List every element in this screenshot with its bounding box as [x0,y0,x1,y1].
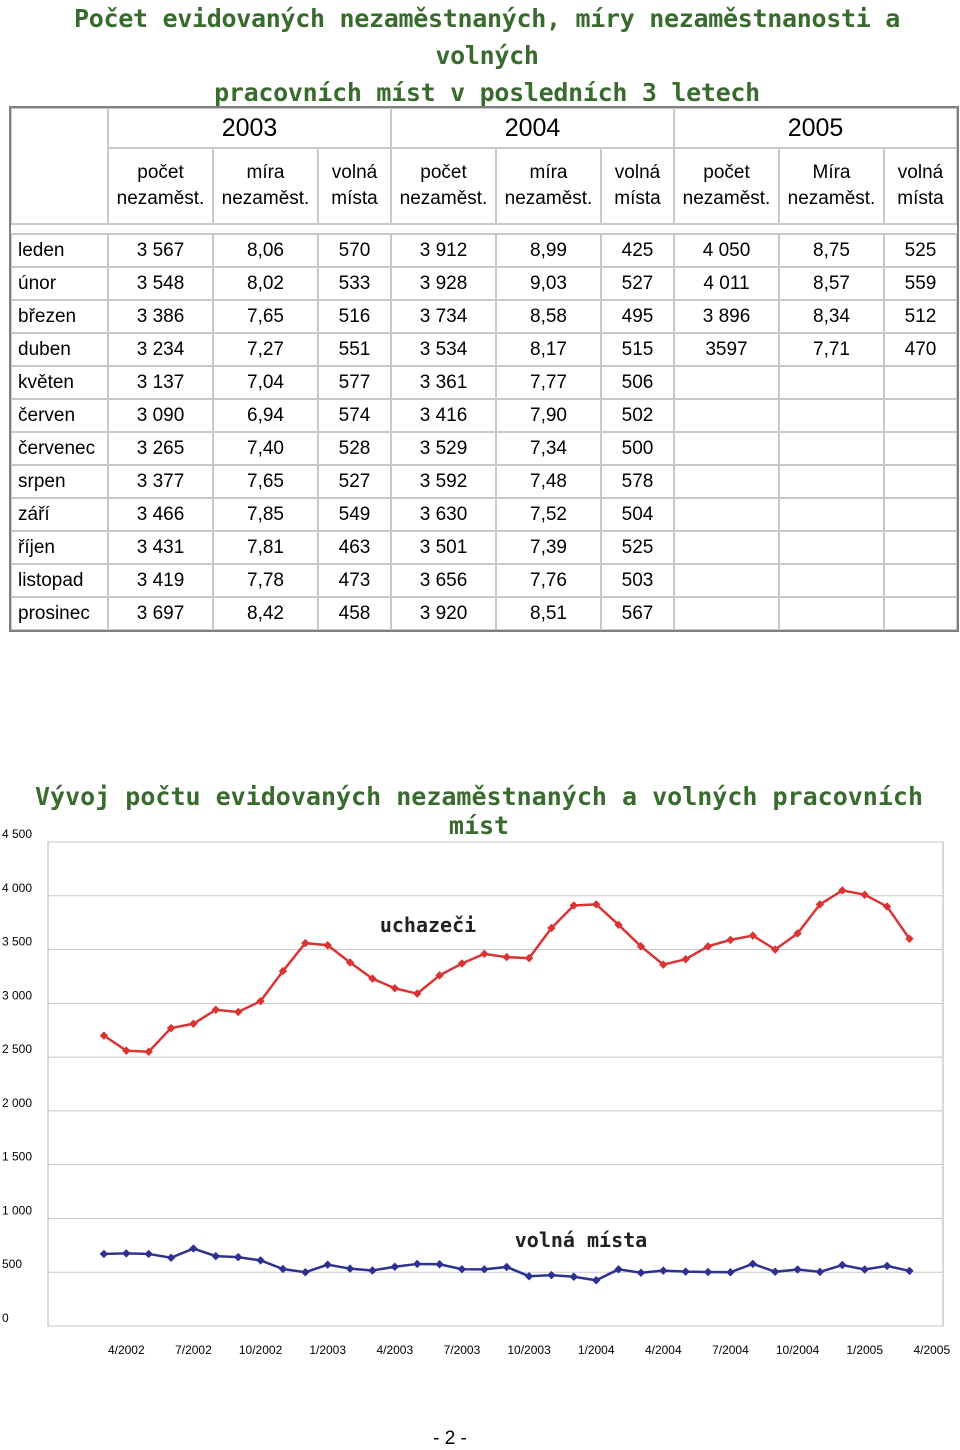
column-header-line-2: místa [897,188,944,209]
month-cell: prosinec [11,597,108,630]
value-cell: 6,94 [213,399,318,432]
value-cell: 8,75 [779,234,884,267]
value-cell: 458 [318,597,391,630]
month-cell: duben [11,333,108,366]
value-cell [779,564,884,597]
value-cell: 4 050 [674,234,779,267]
annotation-uchazeci: uchazeči [379,913,477,937]
data-point [256,1256,264,1264]
value-cell: 525 [601,531,674,564]
value-cell: 3 501 [391,531,496,564]
month-cell: červen [11,399,108,432]
month-cell: listopad [11,564,108,597]
table-row [11,564,957,597]
value-cell: 7,85 [213,498,318,531]
value-cell: 4 011 [674,267,779,300]
month-cell: srpen [11,465,108,498]
column-header-line-1: míra [246,162,285,183]
value-cell: 3 137 [108,366,213,399]
value-cell: 7,81 [213,531,318,564]
value-cell: 527 [601,267,674,300]
value-cell: 3597 [674,333,779,366]
value-cell: 8,51 [496,597,601,630]
value-cell: 515 [601,333,674,366]
value-cell: 8,34 [779,300,884,333]
month-cell: březen [11,300,108,333]
column-header-line-1: Míra [812,162,851,183]
value-cell [884,399,957,432]
column-header-line-2: nezaměst. [504,188,593,209]
line-chart [0,820,960,1380]
y-tick-label: 4 500 [2,827,33,841]
year-header: 2005 [674,108,957,148]
y-tick-label: 3 500 [2,934,33,949]
x-tick-label: 4/2003 [376,1343,414,1357]
value-cell [779,531,884,564]
value-cell: 3 466 [108,498,213,531]
value-cell: 3 234 [108,333,213,366]
value-cell [884,564,957,597]
annotation-volna-mista: volná místa [514,1228,648,1252]
x-tick-label: 10/2002 [238,1343,283,1357]
value-cell [884,597,957,630]
value-cell: 3 265 [108,432,213,465]
value-cell [779,366,884,399]
table-row [11,366,957,399]
column-header-line-2: nezaměst. [221,188,310,209]
value-cell: 3 377 [108,465,213,498]
year-header: 2004 [391,108,674,148]
column-header-line-1: počet [703,162,750,183]
value-cell [674,564,779,597]
value-cell: 3 896 [674,300,779,333]
value-cell [884,498,957,531]
value-cell: 3 920 [391,597,496,630]
value-cell: 3 548 [108,267,213,300]
value-cell: 7,27 [213,333,318,366]
value-cell: 578 [601,465,674,498]
y-tick-label: 3 000 [2,988,33,1003]
value-cell: 7,65 [213,465,318,498]
page-title-line-1: Počet evidovaných nezaměstnaných, míry nezaměstnanosti a volných [73,4,901,70]
data-point [502,953,510,961]
value-cell: 473 [318,564,391,597]
table-row [11,267,957,300]
data-point [100,1250,108,1258]
value-cell [884,432,957,465]
x-tick-label: 1/2003 [309,1343,347,1357]
value-cell: 7,04 [213,366,318,399]
y-tick-label: 1 000 [2,1203,33,1218]
table-row [11,234,957,267]
data-point [525,1272,533,1280]
value-cell: 3 090 [108,399,213,432]
column-header-line-1: volná [614,162,661,183]
value-cell: 3 419 [108,564,213,597]
value-cell [779,432,884,465]
data-point [346,1264,354,1272]
x-tick-label: 7/2002 [175,1343,212,1357]
value-cell: 574 [318,399,391,432]
table-row [11,300,957,333]
value-cell: 500 [601,432,674,465]
value-cell: 7,90 [496,399,601,432]
value-cell: 3 734 [391,300,496,333]
value-cell: 525 [884,234,957,267]
value-cell: 8,99 [496,234,601,267]
value-cell: 9,03 [496,267,601,300]
value-cell: 463 [318,531,391,564]
value-cell: 3 529 [391,432,496,465]
value-cell [674,399,779,432]
data-point [749,1260,757,1268]
value-cell: 3 656 [391,564,496,597]
month-cell: červenec [11,432,108,465]
value-cell [884,366,957,399]
data-point [234,1008,242,1016]
value-cell: 7,71 [779,333,884,366]
table-row [11,597,957,630]
data-point [167,1253,175,1261]
value-cell: 3 697 [108,597,213,630]
value-cell: 533 [318,267,391,300]
value-cell: 3 928 [391,267,496,300]
month-cell: leden [11,234,108,267]
page-number: - 2 - [433,1428,467,1449]
data-point [212,1252,220,1260]
value-cell: 3 386 [108,300,213,333]
value-cell [779,399,884,432]
table-row [11,465,957,498]
column-header [391,148,496,224]
y-tick-label: 0 [2,1311,9,1325]
y-tick-label: 2 500 [2,1042,33,1057]
value-cell [674,432,779,465]
data-point [122,1249,130,1257]
data-point [838,1261,846,1269]
value-cell: 3 912 [391,234,496,267]
column-header-line-2: nezaměst. [682,188,771,209]
value-cell: 7,76 [496,564,601,597]
column-header-line-1: počet [420,162,467,183]
value-cell: 559 [884,267,957,300]
value-cell [884,465,957,498]
x-tick-label: 4/2002 [107,1343,145,1357]
statistics-table-wrapper [9,106,959,632]
value-cell: 527 [318,465,391,498]
column-header [318,148,391,224]
page-title [32,0,942,111]
data-point [681,1267,689,1275]
value-cell: 7,77 [496,366,601,399]
column-header-line-1: počet [137,162,184,183]
column-header-line-2: nezaměst. [399,188,488,209]
value-cell: 425 [601,234,674,267]
x-tick-label: 4/2004 [644,1343,682,1357]
x-tick-label: 10/2004 [775,1343,820,1357]
data-point [413,1260,421,1268]
value-cell: 567 [601,597,674,630]
value-cell: 495 [601,300,674,333]
value-cell: 7,65 [213,300,318,333]
value-cell: 551 [318,333,391,366]
data-point [435,1260,443,1268]
x-tick-label: 10/2003 [507,1343,551,1357]
data-point [391,1262,399,1270]
statistics-table [9,106,959,632]
value-cell [884,531,957,564]
value-cell: 3 431 [108,531,213,564]
data-point [704,1268,712,1276]
data-point [234,1253,242,1261]
column-header-line-2: místa [614,188,661,209]
data-point [659,1266,667,1274]
y-tick-label: 2 000 [2,1095,33,1110]
column-header-line-1: volná [331,162,378,183]
value-cell [674,531,779,564]
value-cell: 528 [318,432,391,465]
data-point [592,1276,600,1284]
table-row [11,333,957,366]
table-corner-cell [11,108,108,224]
column-header [601,148,674,224]
value-cell: 516 [318,300,391,333]
value-cell: 549 [318,498,391,531]
x-tick-label: 4/2005 [913,1343,951,1357]
month-cell: září [11,498,108,531]
data-point [883,1262,891,1270]
data-point [570,1272,578,1280]
column-header-line-1: volná [897,162,944,183]
x-tick-label: 1/2005 [846,1343,884,1357]
table-row [11,432,957,465]
data-point [480,950,488,958]
data-point [301,1268,309,1276]
page-title-line-2: pracovních míst v posledních 3 letech [214,78,760,107]
value-cell: 577 [318,366,391,399]
data-point [368,1266,376,1274]
column-header-line-2: nezaměst. [787,188,876,209]
value-cell [779,597,884,630]
table-row [11,531,957,564]
value-cell: 7,39 [496,531,601,564]
value-cell: 7,40 [213,432,318,465]
data-point [391,984,399,992]
value-cell: 8,58 [496,300,601,333]
value-cell: 512 [884,300,957,333]
value-cell: 502 [601,399,674,432]
data-point [502,1263,510,1271]
value-cell: 8,17 [496,333,601,366]
value-cell: 506 [601,366,674,399]
data-point [637,1269,645,1277]
value-cell: 7,78 [213,564,318,597]
x-tick-label: 7/2003 [443,1343,481,1357]
value-cell: 3 592 [391,465,496,498]
month-cell: únor [11,267,108,300]
value-cell: 3 567 [108,234,213,267]
value-cell: 504 [601,498,674,531]
value-cell [674,498,779,531]
x-tick-label: 7/2004 [712,1343,749,1357]
value-cell: 3 534 [391,333,496,366]
column-header [213,148,318,224]
value-cell: 3 416 [391,399,496,432]
data-point [905,1267,913,1275]
value-cell [674,465,779,498]
value-cell [674,366,779,399]
chart-title: Vývoj počtu evidovaných nezaměstnaných a volných pracovních míst [34,782,924,840]
value-cell: 3 630 [391,498,496,531]
value-cell: 3 361 [391,366,496,399]
value-cell: 470 [884,333,957,366]
y-tick-label: 4 000 [2,880,33,895]
data-point [726,1268,734,1276]
column-header [108,148,213,224]
year-header: 2003 [108,108,391,148]
value-cell: 570 [318,234,391,267]
column-header [884,148,957,224]
y-tick-label: 1 500 [2,1149,33,1164]
data-point [726,936,734,944]
table-row [11,399,957,432]
value-cell: 8,57 [779,267,884,300]
column-header-line-2: místa [331,188,378,209]
data-point [771,1268,779,1276]
column-header [779,148,884,224]
y-tick-label: 500 [2,1257,23,1272]
month-cell: květen [11,366,108,399]
column-header [674,148,779,224]
table-row [11,498,957,531]
data-point [189,1244,197,1252]
data-point [144,1250,152,1258]
value-cell: 503 [601,564,674,597]
month-cell: říjen [11,531,108,564]
value-cell [779,498,884,531]
table-separator [11,224,957,234]
value-cell: 7,52 [496,498,601,531]
series-line [104,890,910,1051]
value-cell [674,597,779,630]
data-point [816,1268,824,1276]
column-header [496,148,601,224]
value-cell [779,465,884,498]
column-header-line-1: míra [529,162,568,183]
value-cell: 7,34 [496,432,601,465]
column-header-line-2: nezaměst. [116,188,205,209]
data-point [323,1260,331,1268]
value-cell: 8,42 [213,597,318,630]
value-cell: 8,06 [213,234,318,267]
value-cell: 7,48 [496,465,601,498]
x-tick-label: 1/2004 [577,1343,615,1357]
value-cell: 8,02 [213,267,318,300]
